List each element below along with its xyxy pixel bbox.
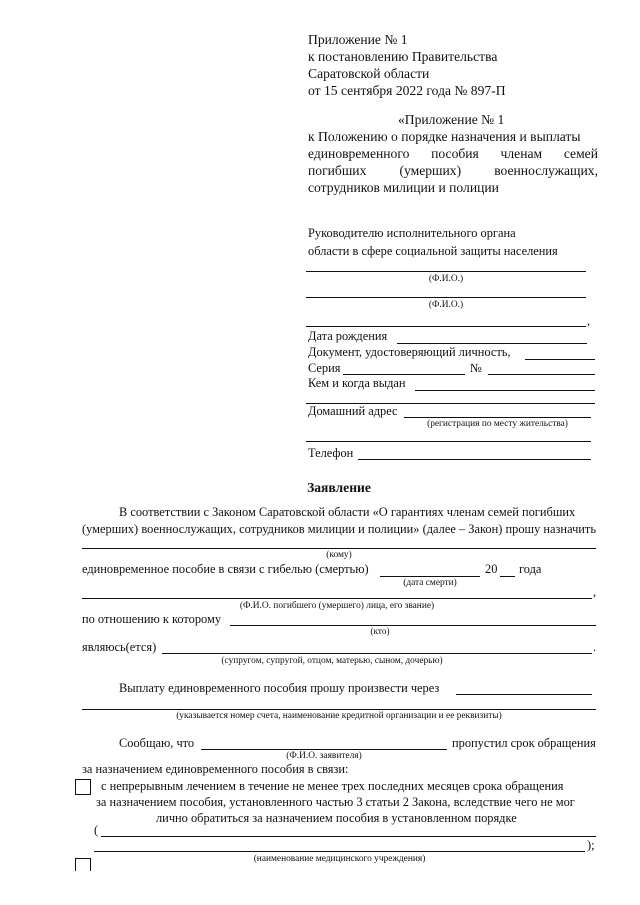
registration-caption: (регистрация по месту жительства) [427,419,568,429]
appendix-title: «Приложение № 1 [398,112,505,127]
header-line-1: Приложение № 1 [308,32,408,47]
number-sign: № [470,361,482,375]
deceased-comma: , [593,585,597,599]
in-relation-label: по отношению к которому [82,612,222,626]
series-line[interactable] [343,374,465,375]
birth-date-line[interactable] [397,343,587,344]
payment-line[interactable] [456,694,592,695]
fio-caption-1: (Ф.И.О.) [428,274,464,284]
series-label: Серия [308,361,341,375]
medical-line-1[interactable] [101,836,596,837]
home-address-line-2[interactable] [306,441,591,442]
reason-1-line-2: за назначением пособия, установленного частью 3 статьи 2 Закона, вследствие чего не мог [96,795,575,809]
appendix-line-4: сотрудников милиции и полиции [308,180,499,195]
identity-doc-line[interactable] [525,359,595,360]
who-caption: (кто) [370,627,390,637]
medical-caption: (наименование медицинского учреждения) [253,854,426,864]
relation-period: . [593,640,597,654]
year-line[interactable] [500,576,515,577]
i-am-label: являюсь(ется) [82,640,157,654]
benefit-label: единовременное пособие в связи с гибелью (смертью) [82,562,369,576]
home-address-line[interactable] [404,417,591,418]
fio-comma: , [587,314,591,328]
applicant-caption: (Ф.И.О. заявителя) [286,751,362,761]
report-prefix: Сообщаю, что [119,736,195,750]
report-suffix: пропустил срок обращения [452,736,596,750]
reason-1-checkbox[interactable] [75,779,91,795]
medical-line-2[interactable] [94,851,585,852]
applicant-name-line[interactable] [201,749,447,750]
birth-date-label: Дата рождения [308,329,388,343]
number-line[interactable] [488,374,595,375]
issued-by-label: Кем и когда выдан [308,376,406,390]
year-suffix: года [519,562,542,576]
paragraph-1-line-2: (умерших) военнослужащих, сотрудников милиции и полиции» (далее – Закон) прошу назначить [82,522,596,536]
header-line-2: к постановлению Правительства [308,49,498,64]
whom-caption: (кому) [326,550,352,560]
in-relation-line[interactable] [230,625,596,626]
reason-1-line-3: лично обратиться за назначением пособия в установленном порядке [156,811,517,825]
header-line-4: от 15 сентября 2022 года № 897-П [308,83,506,98]
whom-line[interactable] [82,548,596,549]
statement-title: Заявление [307,480,371,495]
death-date-caption: (дата смерти) [403,578,457,588]
appendix-line-1: к Положению о порядке назначения и выплаты [308,129,581,144]
addressee-line-1: Руководителю исполнительного органа [308,226,516,240]
header-line-3: Саратовской области [308,66,430,81]
fio-line-3[interactable] [306,326,586,327]
phone-label: Телефон [308,446,354,460]
fio-line-2[interactable] [306,297,586,298]
medical-close: ); [587,838,595,852]
deceased-line[interactable] [82,598,592,599]
death-date-line[interactable] [380,576,480,577]
appendix-line-3: погибших (умерших) военнослужащих, [308,163,598,178]
identity-doc-label: Документ, удостоверяющий личность, [308,345,511,359]
home-address-label: Домашний адрес [308,404,398,418]
account-line[interactable] [82,709,596,710]
phone-line[interactable] [358,459,591,460]
addressee-line-2: области в сфере социальной защиты населения [308,244,558,258]
paragraph-1-line-1: В соответствии с Законом Саратовской области «О гарантиях членам семей погибших [119,505,576,519]
relation-line[interactable] [162,653,592,654]
relation-caption: (супругом, супругой, отцом, матерью, сыном, дочерью) [221,656,443,666]
deceased-caption: (Ф.И.О. погибшего (умершего) лица, его звание) [239,601,435,611]
reason-intro: за назначением единовременного пособия в связи: [82,762,349,776]
fio-caption-2: (Ф.И.О.) [428,300,464,310]
appendix-line-2: единовременного пособия членам семей [308,146,598,161]
medical-open-paren: ( [94,823,99,837]
account-caption: (указывается номер счета, наименование кредитной организации и ее реквизиты) [176,711,502,721]
issued-by-line[interactable] [415,390,595,391]
year-prefix: 20 [485,562,498,576]
reason-2-checkbox[interactable] [75,858,91,871]
payment-label: Выплату единовременного пособия прошу произвести через [119,681,440,695]
reason-1-line-1: с непрерывным лечением в течение не менее трех последних месяцев срока обращения [101,779,564,793]
fio-line-1[interactable] [306,271,586,272]
